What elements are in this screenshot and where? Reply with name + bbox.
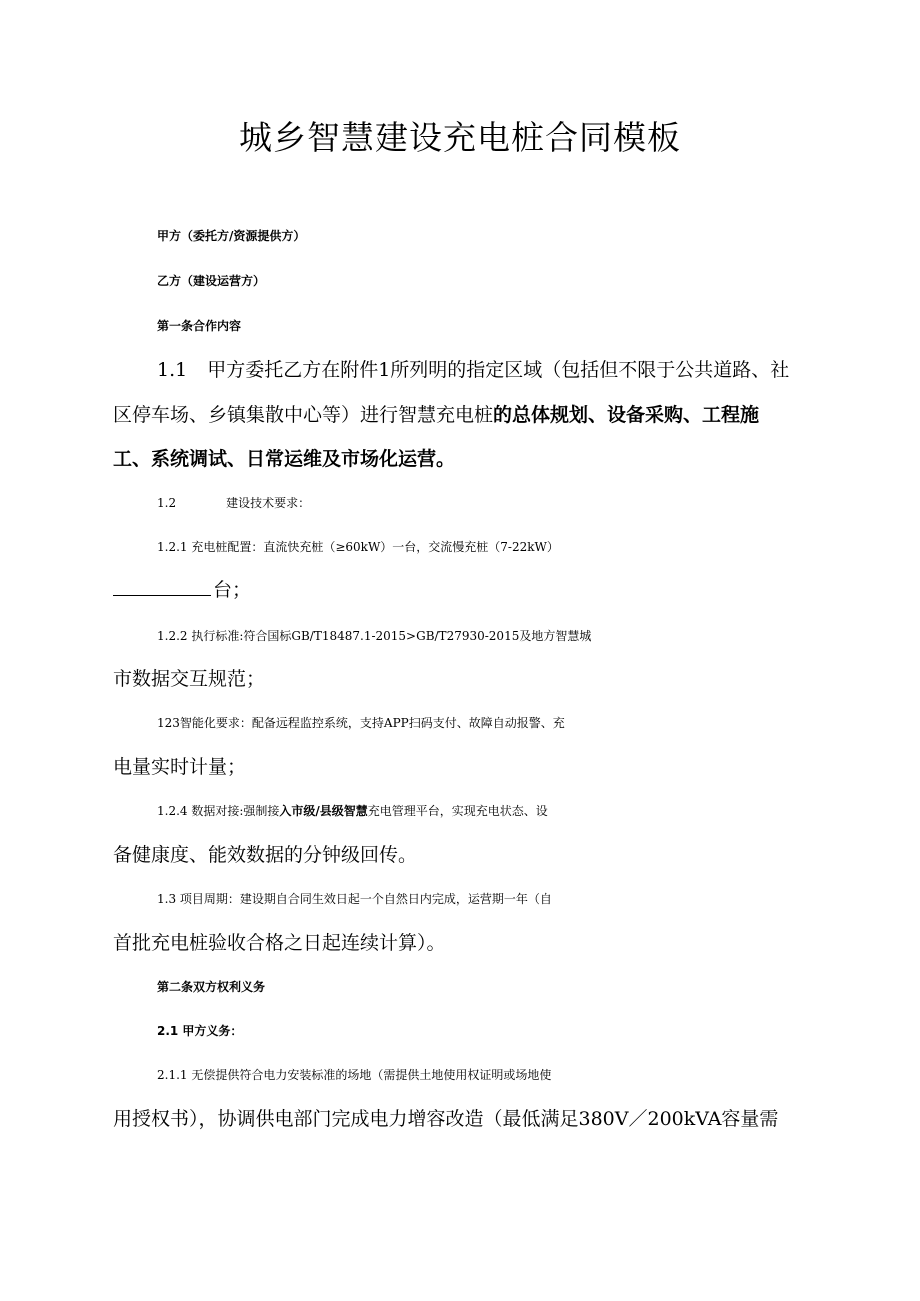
clause-1-1-text-bold: 的总体规划、设备采购、工程施	[493, 404, 760, 426]
clause-2-1-1-line-1: 2.1.1 无偿提供符合电力安装标准的场地（需提供土地使用权证明或场地使	[157, 1068, 552, 1082]
clause-1-1-line-2	[113, 403, 833, 427]
clause-1-2-2-line-1: 1.2.2 执行标准:符合国标GB/T18487.1-2015>GB/T27930-2015及地方智慧城	[157, 629, 592, 643]
clause-2-1-heading: 2.1 甲方义务：	[157, 1024, 243, 1038]
clause-1-3-line-2: 首批充电桩验收合格之日起连续计算）。	[113, 932, 446, 954]
clause-1-2-4-text-bold: 入市级/县级智慧	[279, 804, 368, 818]
clause-1-1-text-normal: 区停车场、乡镇集散中心等）进行智慧充电桩	[113, 404, 494, 426]
clause-1-1-line-1	[157, 358, 815, 382]
clause-1-2-1-line-1: 1.2.1 充电桩配置：直流快充桩（≥60kW）一台，交流慢充桩（7-22kW）	[157, 540, 559, 554]
clause-1-2-3-line-2: 电量实时计量；	[113, 756, 247, 778]
clause-1-2-4-line-1	[157, 799, 877, 823]
clause-1-2-3-line-1: 123智能化要求：配备远程监控系统，支持APP扫码支付、故障自动报警、充	[157, 716, 565, 730]
clause-1-2-2-line-2: 市数据交互规范；	[113, 668, 266, 690]
clause-1-2-4-text-b: 充电管理平台，实现充电状态、设	[367, 804, 548, 818]
fill-in-blank[interactable]	[113, 579, 211, 596]
clause-1-2	[157, 491, 877, 515]
article-1-heading: 第一条合作内容	[157, 319, 242, 333]
article-2-heading: 第二条双方权利义务	[157, 980, 266, 994]
party-b-heading: 乙方（建设运营方）	[157, 274, 266, 288]
clause-1-3-line-1: 1.3 项目周期：建设期自合同生效日起一个自然日内完成，运营期一年（自	[157, 892, 552, 906]
clause-1-2-number: 1.2	[157, 496, 177, 510]
clause-1-2-1-line-2	[113, 578, 833, 602]
clause-1-2-4-line-2: 备健康度、能效数据的分钟级回传。	[113, 844, 418, 866]
clause-1-2-4-text-a: 1.2.4 数据对接:强制接	[157, 804, 280, 818]
clause-1-2-1-tail: 台；	[213, 579, 252, 601]
document-title: 城乡智慧建设充电桩合同模板	[239, 118, 681, 157]
clause-1-1-line-3: 工、系统调试、日常运维及市场化运营。	[113, 448, 456, 470]
clause-1-1-number: 1.1	[157, 359, 188, 381]
clause-2-1-1-line-2: 用授权书），协调供电部门完成电力增容改造（最低满足380V／200kVA容量需	[113, 1108, 779, 1130]
clause-1-2-text: 建设技术要求：	[226, 496, 311, 510]
clause-1-1-text: 甲方委托乙方在附件1所列明的指定区域（包括但不限于公共道路、社	[207, 359, 790, 381]
party-a-heading: 甲方（委托方/资源提供方）	[157, 229, 306, 243]
